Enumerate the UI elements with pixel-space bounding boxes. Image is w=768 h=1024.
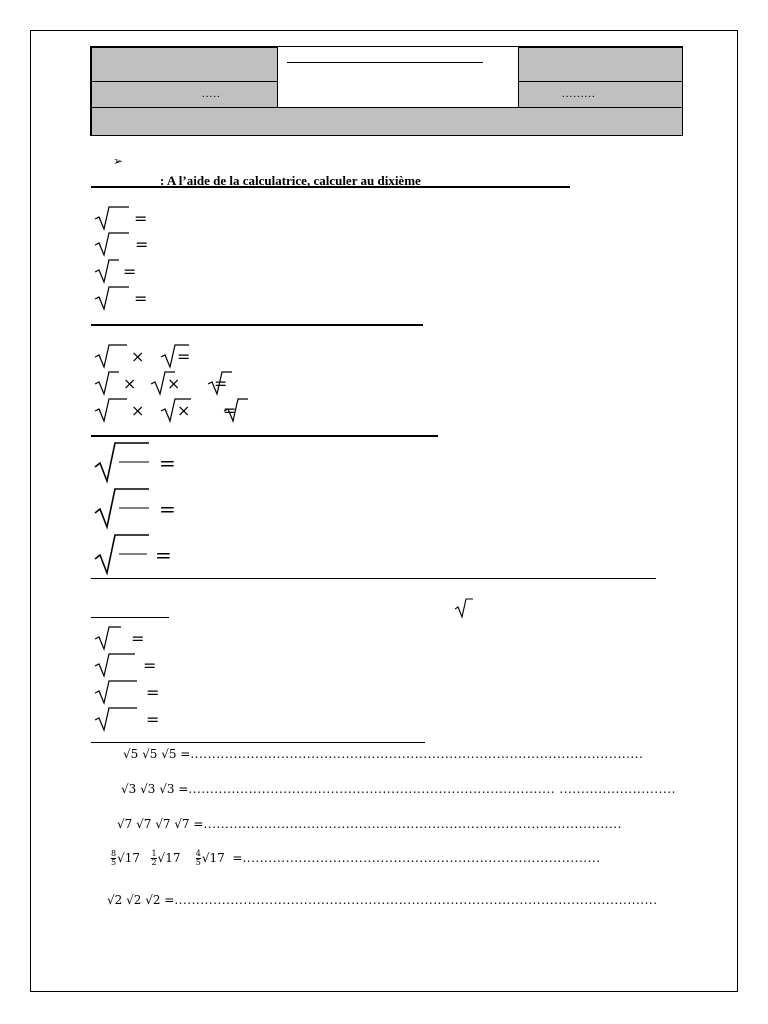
fraction-root-2 bbox=[95, 489, 149, 527]
exercise-expression: √7 √7 √7 √7 = bbox=[117, 817, 204, 831]
section1-divider bbox=[91, 324, 423, 326]
fraction: $\frac{4}{5}$ bbox=[195, 849, 201, 867]
instruction-text: : A l’aide de la calculatrice, calculer au dixième bbox=[160, 173, 421, 188]
equal-sign: = bbox=[134, 209, 148, 228]
equal-sign: = bbox=[159, 451, 176, 475]
fraction-root-1 bbox=[95, 443, 149, 481]
exercise-row-1 bbox=[123, 747, 643, 761]
bullet-arrow-icon: ➢ bbox=[113, 154, 124, 168]
instruction-underline bbox=[91, 186, 570, 188]
root-row-2 bbox=[95, 233, 129, 255]
root-row-6 bbox=[95, 654, 135, 676]
exercise-row-4: $\frac{8}{5}$ √17 $\frac{1}{2}$ √17 $\frac{4}{5}$ √17 =................................................................................... bbox=[111, 849, 601, 867]
equal-sign: = bbox=[146, 710, 160, 729]
root-row-7 bbox=[95, 681, 137, 703]
times-sign: × bbox=[177, 401, 191, 420]
header-cell-mid-left bbox=[91, 81, 278, 108]
equal-sign: = bbox=[143, 656, 157, 675]
times-sign: × bbox=[123, 374, 137, 393]
equal-sign: = bbox=[159, 497, 176, 521]
section3-divider bbox=[91, 578, 656, 579]
answer-dotted-line[interactable]: ......................................................................................................... bbox=[190, 747, 644, 761]
times-sign: × bbox=[167, 374, 181, 393]
answer-dotted-line[interactable]: ..................................................................................... ........................... bbox=[188, 782, 676, 796]
product-row-2 bbox=[95, 372, 232, 394]
answer-dotted-line[interactable]: ................................................................................... bbox=[242, 851, 601, 865]
equal-sign: = bbox=[223, 401, 237, 420]
header-right-dots: ......... bbox=[562, 88, 596, 100]
header-cell-mid-right bbox=[518, 81, 683, 108]
root-row-8 bbox=[95, 708, 137, 730]
equal-sign: = bbox=[146, 683, 160, 702]
section4-divider bbox=[91, 742, 425, 743]
header-cell-top-right bbox=[518, 47, 683, 82]
fraction-root-3 bbox=[95, 535, 149, 573]
exercise-row-3 bbox=[117, 817, 622, 831]
equal-sign: = bbox=[214, 374, 228, 393]
root-row-5 bbox=[95, 627, 121, 649]
exercise-expression: √3 √3 √3 = bbox=[121, 782, 189, 796]
root-row-3 bbox=[95, 260, 119, 282]
section4-title-line bbox=[91, 617, 169, 618]
header-left-dots: ..... bbox=[202, 88, 221, 100]
answer-dotted-line[interactable]: ................................................................................................. bbox=[203, 817, 622, 831]
equal-sign: = bbox=[135, 235, 149, 254]
times-sign: × bbox=[131, 347, 145, 366]
answer-dotted-line[interactable]: ................................................................................................................ bbox=[174, 893, 658, 907]
worksheet-page bbox=[30, 30, 738, 992]
section2-products bbox=[91, 341, 291, 426]
header-cell-top-left bbox=[91, 47, 278, 82]
section1-roots bbox=[91, 203, 211, 313]
exercise-row-2 bbox=[121, 782, 676, 796]
lone-sqrt-icon bbox=[453, 597, 483, 621]
exercise-expression: √5 √5 √5 = bbox=[123, 747, 191, 761]
equal-sign: = bbox=[123, 262, 137, 281]
section2-divider bbox=[91, 435, 438, 437]
equal-sign: = bbox=[131, 629, 145, 648]
exercise-expression: √2 √2 √2 = bbox=[107, 893, 175, 907]
times-sign: × bbox=[131, 401, 145, 420]
equal-sign: = bbox=[155, 543, 172, 567]
header-table bbox=[90, 46, 683, 136]
exercise-row-5 bbox=[107, 893, 658, 907]
root-row-4 bbox=[95, 287, 129, 309]
root-row-1 bbox=[95, 207, 129, 229]
equal-sign: = bbox=[177, 347, 191, 366]
equal-sign: = bbox=[134, 289, 148, 308]
header-title-line bbox=[287, 62, 483, 63]
fraction: $\frac{1}{2}$ bbox=[151, 849, 157, 867]
fraction: $\frac{8}{5}$ bbox=[111, 849, 117, 867]
header-cell-bottom bbox=[91, 107, 683, 136]
